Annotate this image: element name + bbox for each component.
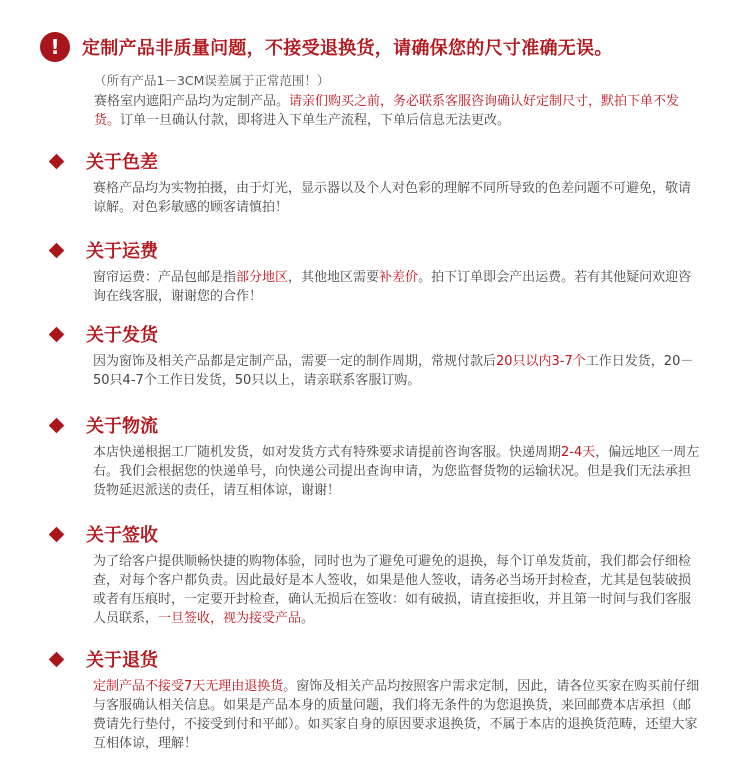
notice-header [40, 32, 613, 62]
body-highlight: 2-4天 [561, 445, 596, 460]
section-title: 关于退货 [86, 650, 158, 671]
body-text: 为了给客户提供顺畅快捷的购物体验，同时也为了避免可避免的退换，每个订单发货前，我们都会仔细检查，对每个客户都负责。因此最好是本人签收，如果是他人签收，请务必当场开封检查，尤其是包装破损或者有压痕时，一定要开封检查，确认无损后在签收：如有破损，请直接拒收，并且第一时间与我们客服人员联系， [93, 554, 692, 626]
body-highlight: 补差价 [379, 270, 419, 285]
body-text: 。窗饰及相关产品均按照客户需求定制，因此，请各位买家在购买前仔细与客服确认相关信息。如果是产品本身的质量问题，我们将无条件的为您退换货，来回邮费本店承担（邮费请先行垫付，不接受到付和平邮）。如买家自身的原因要求退换货，不属于本店的退换货范畴，还望大家互相体谅，理解！ [93, 679, 700, 751]
section-title: 关于色差 [86, 152, 158, 173]
intro-text-2: 订单一旦确认付款，即将进入下单生产流程，下单后信息无法更改。 [120, 113, 511, 128]
body-highlight: 定制产品不接受7天无理由退换货 [93, 679, 284, 694]
body-highlight: 20只以内3-7个 [496, 354, 586, 369]
body-text: 因为窗饰及相关产品都是定制产品，需要一定的制作周期，常规付款后 [93, 354, 497, 369]
section-logistics [45, 413, 705, 500]
section-returns [45, 647, 705, 753]
section-body [93, 443, 701, 500]
intro-paragraph [94, 92, 694, 130]
section-body [93, 677, 701, 753]
section-title: 关于物流 [86, 416, 158, 437]
section-title: 关于运费 [86, 241, 158, 262]
body-text: 。拍下订单即会产出运费。若有其他疑问欢迎咨询在线客服，谢谢您的合作！ [93, 270, 692, 304]
body-highlight: 部分地区 [236, 270, 289, 285]
body-text: 赛格产品均为实物拍摄，由于灯光，显示器以及个人对色彩的理解不同所导致的色差问题不可避免，敬请谅解。对色彩敏感的顾客请慎拍！ [93, 181, 692, 215]
section-body [93, 552, 701, 628]
diamond-bullet-icon [49, 417, 65, 433]
diamond-bullet-icon [49, 526, 65, 542]
body-text: 本店快递根据工厂随机发货，如对发货方式有特殊要求请提前咨询客服。快递周期 [93, 445, 562, 460]
intro-text-1: 赛格室内遮阳产品均为定制产品。 [94, 94, 290, 109]
body-highlight: 一旦签收，视为接受产品 [158, 611, 302, 626]
section-title: 关于签收 [86, 525, 158, 546]
section-receipt [45, 522, 705, 628]
body-text: 。 [301, 611, 315, 626]
section-body [93, 179, 701, 217]
intro-warning: 请亲们购买之前，务必联系客服咨询确认好定制尺寸，默拍下单不发货。 [94, 94, 680, 128]
diamond-bullet-icon [49, 153, 65, 169]
section-title: 关于发货 [86, 325, 158, 346]
alert-icon: ! [40, 32, 70, 62]
diamond-bullet-icon [49, 326, 65, 342]
body-text: ，偏远地区一周左右。我们会根据您的快递单号，向快递公司提出查询申请，为您监督货物的运输状况。但是我们无法承担货物延迟派送的责任，请互相体谅，谢谢！ [93, 445, 700, 498]
body-text: ，其他地区需要 [288, 270, 380, 285]
section-body [93, 352, 701, 390]
diamond-bullet-icon [49, 651, 65, 667]
tolerance-note: （所有产品1－3CM误差属于正常范围！） [94, 73, 330, 88]
section-color-difference [45, 149, 705, 217]
notice-title: 定制产品非质量问题，不接受退换货，请确保您的尺寸准确无误。 [82, 38, 613, 59]
section-body [93, 268, 701, 306]
diamond-bullet-icon [49, 242, 65, 258]
body-text: 窗帘运费：产品包邮是指 [93, 270, 237, 285]
section-shipping-fee [45, 238, 705, 306]
section-delivery [45, 322, 705, 390]
body-text: 工作日发货，20－50只4-7个工作日发货，50只以上，请亲联系客服订购。 [93, 354, 694, 388]
